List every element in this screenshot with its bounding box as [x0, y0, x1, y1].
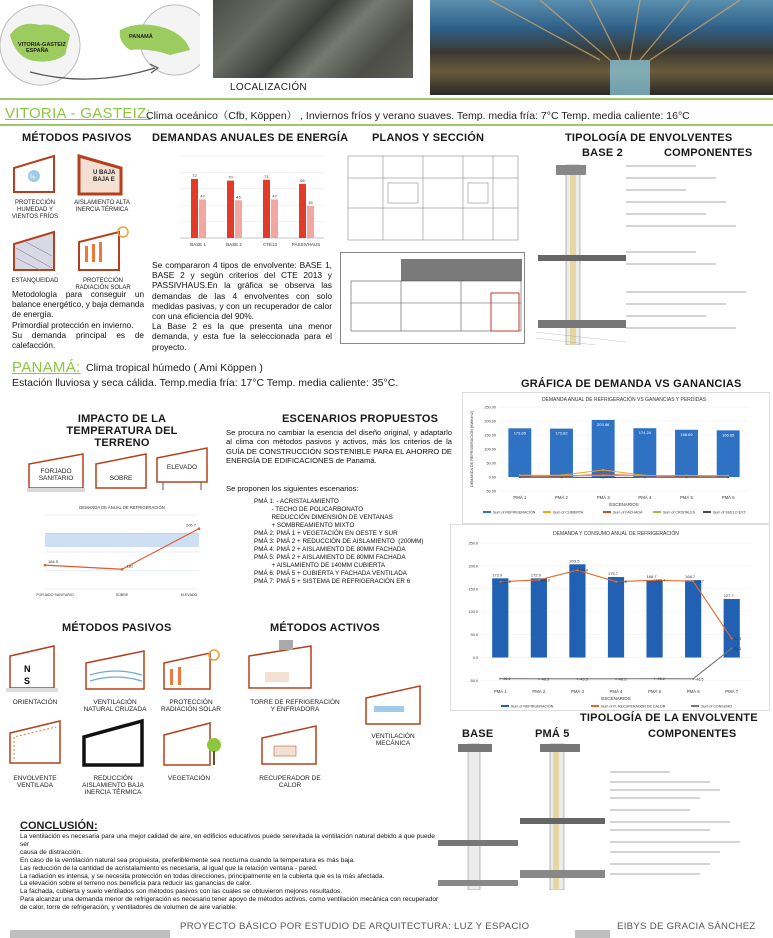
x-axis-label: ESCENARIOS: [609, 502, 639, 507]
escenario-item: PMÁ 4: PMÁ 2 + AISLAMIENTO DE 80MM FACHADA: [254, 546, 406, 553]
y-tick-label: 150.0: [468, 587, 478, 592]
panama-city: PANAMÁ:: [12, 359, 81, 376]
conclusion-line: La ventilación es necesaria para una mejor calidad de aire, en edificios educativos puede serevitada la ventilación natural debido a que puede ser: [20, 833, 435, 848]
planos-title: PLANOS Y SECCIÓN: [372, 132, 485, 144]
icon-orientacion: [6, 640, 58, 695]
x-tick-label: PMÁ 5: [648, 689, 662, 694]
escenario-item: - TECHO DE POLICARBONATO: [254, 506, 364, 513]
header-divider: [0, 98, 773, 100]
impacto-title: IMPACTO DE LA TEMPERATURA DEL TERRENO: [66, 413, 178, 449]
escenario-item: PMÁ 5: PMÁ 2 + AISLAMIENTO DE 80MM FACHADA: [254, 554, 406, 561]
demandas-chart: [152, 146, 332, 258]
series-point: [561, 476, 563, 478]
grafica-title: GRÁFICA DE DEMANDA VS GANANCIAS: [521, 378, 742, 390]
panama-climate-1: Clima tropical húmedo ( Ami Köppen ): [86, 362, 263, 374]
legend-swatch: [691, 705, 699, 707]
icon-vegetacion: [160, 715, 222, 770]
escenario-item: PMÁ 2: PMÁ 1 + VEGETACIÓN EN OESTE Y SUR: [254, 530, 398, 537]
metodos-activos-title: MÉTODOS ACTIVOS: [270, 622, 380, 634]
bar: [191, 179, 198, 238]
x-tick-label: PMÁ 3: [570, 689, 584, 694]
y-tick-label: 0.0: [472, 656, 478, 661]
x-tick-label: SOBRE: [115, 593, 129, 597]
icon-label-radiacion: PROTECCIÓN RADIACIÓN SOLAR: [75, 278, 131, 291]
series-point: [602, 469, 604, 471]
data-label: -46.5: [579, 677, 588, 682]
icon-envolvente-ventilada: [6, 715, 64, 770]
bar: [633, 428, 656, 477]
y-tick-label: -50.00: [485, 489, 496, 494]
envolvente-detail-pma5: [520, 740, 605, 890]
x-tick-label: BASE 2: [226, 242, 242, 247]
svg-text:%: %: [30, 175, 36, 181]
label-ventilacion-mecanica: VENTILACIÓN MECÁNICA: [371, 733, 415, 747]
data-label: 70: [228, 174, 233, 180]
y-tick-label: 250.00: [484, 405, 496, 410]
x-tick-label: PMÁ 4: [609, 689, 623, 694]
data-label: 203.5: [569, 558, 580, 564]
series-point: [686, 476, 688, 478]
label-orientacion: ORIENTACIÓN: [12, 699, 58, 706]
conclusion-line: La elevación sobre el terreno nos beneficia para reducir las ganancias de calor.: [20, 880, 252, 888]
x-tick-label: BASE 1: [190, 242, 206, 247]
impacto-chart-svg: [27, 503, 209, 598]
escenarios-title: ESCENARIOS PROPUESTOS: [282, 413, 439, 425]
impacto-chart: [27, 503, 209, 598]
data-label: 173.85: [513, 430, 526, 436]
vitoria-city: VITORIA - GASTEIZ:: [5, 105, 151, 122]
consumo-chart-svg: [451, 525, 769, 710]
icon-radiacion-solar: [75, 224, 131, 274]
bar: [608, 577, 624, 657]
metodos-pasivos-title-2: MÉTODOS PASIVOS: [62, 622, 172, 634]
data-label: 166.7: [694, 579, 704, 584]
y-tick-label: 100.0: [468, 610, 478, 615]
legend-label: Sum of FACHADA: [613, 510, 643, 515]
x-tick-label: PMÁ 6: [686, 689, 700, 694]
tipologia-title-2: TIPOLOGÍA DE LA ENVOLVENTE: [580, 712, 758, 724]
series-point: [731, 638, 733, 640]
bar: [263, 180, 270, 238]
data-label: 184.5: [47, 559, 59, 565]
y-tick-label: 100.00: [484, 447, 496, 452]
legend-swatch: [543, 511, 551, 513]
grafica-demanda-consumo: [450, 524, 770, 711]
x-tick-label: PASSIVHAUS: [291, 242, 321, 247]
base-title: BASE: [462, 728, 494, 740]
legend-label: Sum of REFRIGERACIÓN: [511, 704, 554, 709]
data-label: 169.3: [540, 578, 550, 583]
icon-label-estanqueidad: ESTANQUEIDAD: [11, 278, 59, 284]
data-label: 71: [264, 173, 269, 179]
panama-climate-2: Estación lluviosa y seca cálida. Temp.media fría: 17°C Temp. media caliente: 35°C.: [12, 377, 399, 389]
bar: [531, 578, 547, 657]
escenario-item: PMÁ 7: PMÁ 5 + SISTEMA DE REFRIGERACIÓN ER 6: [254, 578, 411, 585]
label-envolvente-ventilada: ENVOLVENTE VENTILADA: [13, 775, 57, 789]
escenarios-text: Se procura no cambiar la esencia del diseño original, y adaptarlo al clima con métodos pasivos y activos, más los criterios de la GUÍA DE CONSTRUCCIÓN SOSTENIBLE PARA EL AHORRO DE ENERGÍA DE EDIFICACIONES de Panamá.: [226, 428, 452, 466]
conclusion-line: de calor, torre de refrigeración, y ventiladores de volumen de aire variable.: [20, 904, 237, 912]
svg-text:N: N: [24, 664, 31, 674]
label-vegetacion: VEGETACIÓN: [167, 775, 211, 782]
data-label: 47: [272, 193, 277, 199]
bar: [646, 580, 662, 657]
legend-swatch: [591, 705, 599, 707]
legend-swatch: [603, 511, 611, 513]
data-label: 166.65: [722, 432, 735, 438]
aerial-photo: [213, 0, 413, 78]
bar: [271, 199, 278, 238]
escenarios-list: [254, 498, 469, 586]
x-tick-label: PMÁ 4: [638, 495, 652, 500]
conclusion-line: La fachada, cubierta y suelo ventilados son métodos pasivos con las cuales se obtuvieron mejores resultados.: [20, 888, 343, 896]
data-label: -46.5: [617, 677, 627, 682]
series-point: [121, 568, 124, 571]
ganancias-chart-svg: [463, 393, 769, 523]
conclusion-line: La radiación es intensa, y se necesita protección en todas direcciones, principalmente en la cubierta que es la más afectada.: [20, 872, 385, 880]
conclusion-line: Para alcanzar una demanda menor de refrigeración es necesario tener apoyo de métodos activos, como ventilación mecánica con recuperador: [20, 896, 439, 904]
bar: [685, 580, 701, 657]
bar: [307, 206, 314, 238]
data-label: 174.24: [638, 430, 651, 436]
bar: [569, 564, 585, 657]
data-label: 41.3: [734, 637, 742, 642]
data-label: 127.7: [723, 593, 734, 599]
componentes-title-2: COMPONENTES: [648, 728, 737, 740]
data-label: 46: [236, 194, 241, 200]
data-label: 20.1: [734, 646, 742, 651]
icon-estanqueidad: [10, 228, 58, 274]
grafica-demanda-ganancias: [462, 392, 770, 524]
bar: [550, 429, 573, 477]
conclusion-line: causa de distracción.: [20, 848, 82, 856]
data-label: 168.7: [655, 578, 666, 583]
data-label: 172.9: [492, 572, 503, 578]
label-proteccion-radiacion-2: PROTECCIÓN RADIACIÓN SOLAR: [161, 699, 221, 713]
footer-bar-mid: [575, 930, 610, 938]
data-label: 72: [192, 172, 197, 178]
chart-title: DEMANDA ANUAL DE REFRIGERACIÓN VS GANANCIAS Y PERDIDAS: [541, 397, 707, 403]
y-tick-label: 250.0: [468, 541, 478, 546]
series-point: [644, 475, 646, 477]
footer-author: EIBYS DE GRACIA SÁNCHEZ: [617, 921, 756, 932]
footer-bar-left: [10, 930, 170, 938]
envolvente-detail-1: [536, 160, 626, 345]
impacto-label-sobre: SOBRE: [109, 475, 133, 482]
bar: [508, 428, 531, 477]
base2-title: BASE 2: [582, 147, 623, 159]
bar: [235, 200, 242, 238]
icon-torre-refrigeracion: [245, 640, 317, 692]
vitoria-climate: Clima oceánico（Cfb, Köppen） , Inviernos fríos y verano suaves. Temp. media fría: 7°C Temp. media caliente: 16°C: [146, 110, 690, 122]
icon-aislamiento-inner: U BAJA BAJA E: [93, 170, 116, 183]
data-label: 172.82: [555, 430, 568, 436]
escenario-item: + AISLAMIENTO DE 140MM CUBIERTA: [254, 562, 386, 569]
escenario-item: PMÁ 3: PMÁ 2 + REDUCCIÓN DE AISLAMIENTO (200MM): [254, 538, 424, 545]
x-tick-label: FORJADO SANITARIO: [36, 593, 74, 597]
data-label: 66: [300, 177, 305, 183]
label-recuperador-calor: RECUPERADOR DE CALOR: [259, 775, 321, 789]
demandas-title: DEMANDAS ANUALES DE ENERGÍA: [152, 132, 349, 144]
y-tick-label: 150.00: [484, 433, 496, 438]
x-tick-label: PMÁ 7: [725, 689, 739, 694]
series-point: [561, 475, 563, 477]
data-label: 206.7: [185, 522, 197, 528]
legend-swatch: [483, 511, 491, 513]
x-tick-label: PMÁ 1: [493, 689, 507, 694]
impacto-sobre-drawing: [92, 448, 150, 492]
bar: [299, 184, 306, 238]
data-label: 190.6: [578, 568, 589, 573]
series-point: [519, 476, 521, 478]
conclusion-line: En caso de la ventilación natural sea propuesta, preferiblemente sea nocturna cuando la temperatura es más baja.: [20, 856, 356, 864]
icon-proteccion-humedad: [10, 148, 58, 198]
plan-drawing: [343, 148, 523, 248]
conclusion-line: Las reducción de la cantidad de acristalamiento es necesaria, al igual que la relación ventana - pared.: [20, 864, 318, 872]
footer-project: PROYECTO BÁSICO POR ESTUDIO DE ARQUITECTURA: LUZ Y ESPACIO: [180, 921, 530, 932]
legend-label: Sum of CUBIERTA: [553, 510, 584, 515]
legend-label: Sum of R. RECUPERADOR DE CALOR: [601, 704, 666, 709]
x-tick-label: CTE13: [262, 242, 278, 247]
x-tick-label: PMÁ 1: [513, 495, 527, 500]
legend-label: Sum of CONSUMO: [701, 704, 733, 709]
data-label: 175.7: [607, 571, 619, 577]
icon-label-proteccion: PROTECCIÓN HUMEDAD Y VIENTOS FRÍOS: [11, 200, 59, 220]
legend-label: Sum of SUELO EXT.: [713, 510, 747, 515]
data-label: 47: [200, 193, 205, 199]
svg-text:S: S: [24, 676, 31, 686]
pma5-title: PMÁ 5: [535, 728, 570, 740]
bar: [675, 430, 698, 477]
y-tick-label: 200.00: [484, 419, 496, 424]
chart-title: DEMANDA DE ANUAL DE REFRIGERACIÓN: [79, 505, 165, 510]
data-label: 182: [126, 563, 134, 569]
vitoria-divider: [0, 124, 773, 126]
icon-ventilacion-cruzada: [82, 645, 148, 695]
impacto-label-forjado: FORJADO SANITARIO: [38, 468, 74, 482]
data-label: -46.1: [501, 677, 511, 682]
label-ventilacion-cruzada: VENTILACIÓN NATURAL CRUZADA: [83, 699, 147, 713]
y-tick-label: 50.0: [470, 633, 478, 638]
label-reduccion-aislamiento: REDUCCIÓN AISLAMIENTO BAJA INERCIA TÉRMICA: [82, 775, 144, 796]
y-tick-label: 200.0: [468, 564, 478, 569]
legend-label: Sum of REFRIGERACIÓN: [493, 510, 536, 515]
x-tick-label: PMÁ 2: [532, 689, 546, 694]
location-title: LOCALIZACIÓN: [230, 82, 307, 93]
bar: [199, 199, 206, 238]
map-label-panama: PANAMÁ: [129, 34, 153, 40]
data-label: 203.88: [597, 421, 610, 427]
icon-ventilacion-mecanica: [362, 680, 424, 730]
y-tick-label: 0.00: [488, 475, 496, 480]
legend-swatch: [653, 511, 661, 513]
envolvente-detail-base: [438, 740, 518, 890]
series-point: [731, 647, 733, 649]
series-point: [644, 476, 646, 478]
data-label: 168.69: [680, 431, 693, 437]
x-tick-label: PMÁ 6: [721, 495, 735, 500]
impacto-label-elevado: ELEVADO: [166, 464, 198, 471]
x-tick-label: ELEVADO: [180, 593, 198, 597]
series-point: [519, 475, 521, 477]
x-tick-label: PMÁ 3: [596, 495, 610, 500]
y-axis-label: DEMANDA DE REFRIGERACIÓN (KWh/m2): [470, 411, 474, 487]
demandas-chart-svg: [152, 146, 332, 258]
bar: [492, 578, 508, 657]
conclusion-title: CONCLUSIÓN:: [20, 820, 98, 832]
componentes-list-2: [610, 768, 765, 883]
y-tick-label: -50.0: [469, 678, 478, 683]
demandas-text: Se compararon 4 tipos de envolvente: BASE 1, BASE 2 y según criterios del CTE 2013 y PASSIVHAUS.En la gráfica se observa las demandas de las 4 envolventes con solo medidas pasivas, y con un recuperador de calor con una eficiencia del 90%. La Base 2 es la que presenta una menor demanda, y esta fue la seleccionada para el proyecto.: [152, 260, 332, 352]
escenario-item: PMÁ 6: PMÁ 5 + CUBIERTA Y FACHADA VENTILADA: [254, 570, 407, 577]
data-label: 168.7: [646, 574, 657, 580]
series-point: [198, 527, 201, 530]
label-torre-refrigeracion: TORRE DE REFRIGERACIÓN Y ENFRIADORA: [250, 699, 340, 713]
section-drawing: [340, 252, 525, 344]
map-label-vitoria: VITORIA-GASTEIZ ESPAÑA: [18, 42, 66, 54]
data-label: 165.6: [617, 580, 627, 585]
metodos-pasivos-title-1: MÉTODOS PASIVOS: [22, 132, 132, 144]
data-label: -46.5: [540, 677, 550, 682]
legend-swatch: [703, 511, 711, 513]
x-axis-label: ESCENARIOS: [601, 696, 631, 701]
data-label: 39: [308, 200, 313, 206]
pasivos-text-1: Metodología para conseguir un balance energético, y baja demanda de energía. Primordial protección en invierno. Su demanda principal es de calefacción.: [12, 290, 145, 351]
escenario-item: + SOMBREAMIENTO MIXTO: [254, 522, 355, 529]
tipologia-title: TIPOLOGÍA DE ENVOLVENTES: [565, 132, 733, 144]
y-tick-label: 50.00: [486, 461, 496, 466]
icon-recuperador-calor: [258, 720, 320, 770]
icon-proteccion-radiacion-2: [160, 645, 222, 695]
icon-label-aislamiento: AISLAMIENTO ALTA INERCIA TÉRMICA: [74, 200, 130, 213]
escenario-item: PMÁ 1: - ACRISTALAMIENTO: [254, 498, 339, 505]
data-label: 165.6: [501, 580, 512, 585]
icon-reduccion-aislamiento: [78, 715, 148, 770]
bar: [592, 420, 615, 477]
data-label: 168.7: [685, 574, 696, 580]
data-label: -46.2: [656, 677, 665, 682]
escenarios-intro: Se proponen los siguientes escenarios:: [226, 484, 359, 493]
series-point: [727, 476, 729, 478]
componentes-list-1: [626, 162, 766, 342]
band: [45, 533, 199, 547]
series-point: [602, 477, 604, 479]
series-point: [44, 564, 47, 567]
data-label: -46.5: [694, 677, 704, 682]
legend-label: Sum of CRISTALES: [663, 510, 696, 515]
escenario-item: REDUCCIÓN DIMENSIÓN DE VENTANAS: [254, 514, 393, 521]
bar: [227, 181, 234, 238]
series-point: [602, 474, 604, 476]
x-tick-label: PMÁ 2: [555, 495, 568, 500]
x-tick-label: PMÁ 5: [680, 495, 693, 500]
interior-render: [430, 0, 773, 95]
data-label: 172.9: [530, 572, 541, 578]
componentes-title-1: COMPONENTES: [664, 147, 753, 159]
conclusion-text: [20, 833, 440, 912]
chart-title: DEMANDA Y CONSUMO ANUAL DE REFRIGERACIÓN: [553, 531, 679, 537]
legend-swatch: [501, 705, 509, 707]
